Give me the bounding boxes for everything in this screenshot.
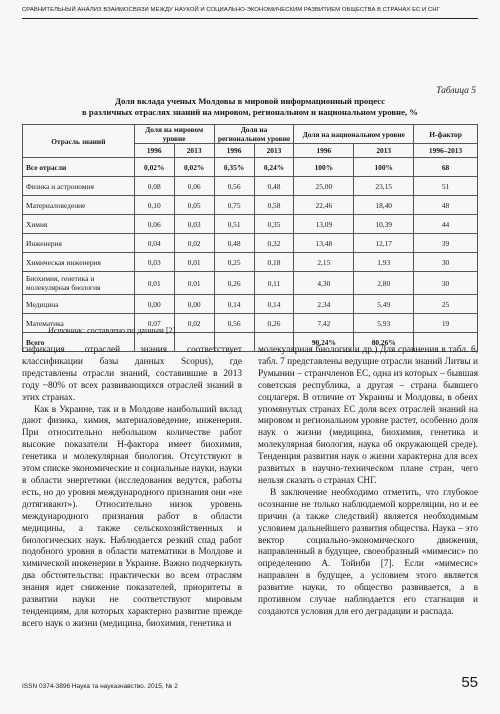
table-cell: 0,02% (174, 158, 214, 177)
total-label: Всего (23, 333, 135, 352)
table-cell: 51 (414, 177, 478, 196)
table-cell: 0,26 (254, 314, 294, 333)
table-row (23, 215, 478, 234)
row-label: Материаловедение (23, 196, 135, 215)
table-cell: 18,40 (354, 196, 414, 215)
table-cell: 2,15 (294, 253, 354, 272)
table-cell: 0,58 (254, 196, 294, 215)
table-cell: 100% (354, 158, 414, 177)
table-title (22, 96, 478, 117)
table-cell: 0,06 (174, 177, 214, 196)
header-region: Доля на региональном уровне (214, 125, 294, 144)
table-cell: 30 (414, 253, 478, 272)
row-label: Физика и астрономия (23, 177, 135, 196)
table-row (23, 272, 478, 295)
table-cell: 0,14 (214, 295, 254, 314)
table-row (23, 295, 478, 314)
table-cell: 0,01 (174, 272, 214, 295)
table-cell: 0,04 (134, 234, 174, 253)
table-cell: 0,00 (134, 295, 174, 314)
page-number: 55 (461, 674, 478, 691)
row-label: Химическая инженерия (23, 253, 135, 272)
table-cell: 0,08 (134, 177, 174, 196)
running-header: СРАВНИТЕЛЬНЫЙ АНАЛИЗ ВЗАИМОСВЯЗИ МЕЖДУ НАУКОЙ И СОЦИАЛЬНО-ЭКОНОМИЧЕСКИМ РАЗВИТИЕМ ОБЩЕСТВА В СТРАНАХ ЕС И СНГ (22, 7, 440, 13)
table-cell: 0,10 (134, 196, 174, 215)
row-label: Медицина (23, 295, 135, 314)
year-cell: 2013 (174, 144, 214, 158)
table-cell: 13,48 (294, 234, 354, 253)
table-cell: 7,42 (294, 314, 354, 333)
source-text: составлено по данным [2] (87, 326, 176, 335)
paragraph: сификация отраслей знания соответствует классификации базы данных Scopus), где представлены отрасли знаний, составившие в 2013 году ~80% от всех развивающихся отраслей знаний в этих странах. (22, 345, 242, 403)
header-world: Доля на мировом уровне (134, 125, 214, 144)
header-national: Доля на национальном уровне (294, 125, 414, 144)
table-title-line-2: в различных отраслях знаний на мировом, региональном и национальном уровне, % (82, 106, 418, 117)
header-rule (22, 18, 478, 19)
table-row (23, 158, 478, 177)
table-cell: 22,46 (294, 196, 354, 215)
table-cell: 0,35% (214, 158, 254, 177)
row-label: Математика (23, 314, 135, 333)
table-cell: 23,15 (354, 177, 414, 196)
table-row (23, 234, 478, 253)
year-cell: 1996 (294, 144, 354, 158)
table-source (48, 326, 175, 335)
table-cell: 0,35 (254, 215, 294, 234)
table-cell: 1,93 (354, 253, 414, 272)
table-cell: 0,18 (254, 253, 294, 272)
total-1996: 90,24% (294, 333, 354, 352)
source-label: Источник: (48, 326, 86, 335)
table-row (23, 253, 478, 272)
table-cell: 13,09 (294, 215, 354, 234)
table-cell: 0,07 (134, 314, 174, 333)
table-cell: 0,14 (254, 295, 294, 314)
table-cell: 0,02 (174, 234, 214, 253)
table-cell: 0,11 (254, 272, 294, 295)
table-cell: 5,49 (354, 295, 414, 314)
row-label: Инженерия (23, 234, 135, 253)
table-cell: 5,93 (354, 314, 414, 333)
table-cell: 0,48 (254, 177, 294, 196)
table-cell: 30 (414, 272, 478, 295)
year-cell: 1996–2013 (414, 144, 478, 158)
table-cell: 100% (294, 158, 354, 177)
header-field: Отрасль знаний (23, 125, 135, 158)
table-cell: 0,32 (254, 234, 294, 253)
table-cell: 0,06 (134, 215, 174, 234)
header-h-factor: H-фактор (414, 125, 478, 144)
table-cell: 0,02% (134, 158, 174, 177)
footer-issn: ISSN 0374-3896 Наука та науказнавство. 2015, № 2 (22, 683, 178, 690)
table-cell: 2,80 (354, 272, 414, 295)
table-cell: 68 (414, 158, 478, 177)
text-column-right (258, 345, 478, 619)
table-cell: 0,24% (254, 158, 294, 177)
table-cell: 0,02 (174, 314, 214, 333)
table-cell: 0,03 (134, 253, 174, 272)
year-cell: 1996 (134, 144, 174, 158)
table-cell: 0,56 (214, 314, 254, 333)
table-cell: 25,00 (294, 177, 354, 196)
table-cell: 0,51 (214, 215, 254, 234)
table-cell: 48 (414, 196, 478, 215)
row-label: Химия (23, 215, 135, 234)
table-cell: 19 (414, 314, 478, 333)
table-cell: 10,39 (354, 215, 414, 234)
row-label: Все отрасли (23, 158, 135, 177)
total-2013: 80,26% (354, 333, 414, 352)
table-title-line-1: Доля вклада ученых Молдовы в мировой информационный процесс (115, 96, 385, 106)
table-row (23, 177, 478, 196)
table-row (23, 196, 478, 215)
text-column-left (22, 345, 242, 631)
year-cell: 1996 (214, 144, 254, 158)
table-cell: 0,56 (214, 177, 254, 196)
data-table (22, 124, 478, 352)
table-cell: 0,00 (174, 295, 214, 314)
table-cell: 0,01 (174, 253, 214, 272)
table-cell: 0,03 (174, 215, 214, 234)
row-label: Биохимия, генетика и молекулярная биология (23, 272, 135, 295)
year-cell: 2013 (254, 144, 294, 158)
paragraph: молекулярная биология и др.) Для сравнения в табл. 6, табл. 7 представлены ведущие отрасли знаний Литвы и Румынии – странчленов ЕС, одна из которых – бывшая советская республика, а другая – страна бывшего соцлагеря. В отличие от Украины и Молдовы, в обеих упомянутых странах ЕС доля всех отраслей знаний на мировом и региональном уровне растет, особенно доля наук о жизни (медицина, биохимия, генетика и молекулярная биология, наука об окружающей среде). Тенденция развития наук о жизни характерна для всех развитых в научно-техническом плане стран, чего нельзя сказать о странах СНГ. (258, 345, 478, 486)
table-cell: 0,75 (214, 196, 254, 215)
paragraph: Как в Украине, так и в Молдове наибольший вклад дают физика, химия, материаловедение, инженерия. При относительно небольшом количестве работ высокие показатели H-фактора имеет биохимия, генетика и молекулярная биология. Отсутствуют в этом списке экономические и социальные науки, науки в области энергетики (исследования ведутся, работы есть, но до уровня международного признания они «не дотягивают»). Относительно низок уровень международного признания работ в области медицины, а также сельскохозяйственных и биологических наук. Наблюдается резкий спад работ подобного уровня в области математики в Молдове и химической инженерии в Украине. Важно подчеркнуть два обстоятельства: практически во всем отраслям знания идет снижение показателей, приоритеты в развитии науки не соответствуют мировым тенденциям, для которых характерно развитие прежде всего наук о жизни (медицина, биохимия, генетика и (22, 404, 242, 629)
table-cell: 25 (414, 295, 478, 314)
table-cell: 0,05 (174, 196, 214, 215)
table-cell: 0,26 (214, 272, 254, 295)
table-cell: 4,30 (294, 272, 354, 295)
table-cell: 0,25 (214, 253, 254, 272)
paragraph: В заключение необходимо отметить, что глубокое осознание не только наблюдаемой корреляции, но и ее причин (а также следствий) является необходимым условием дальнейшего развития общества. Наука – это вектор социально-экономического движения, направленный в будущее, своеобразный «мимесис» по определению А. Тойнби [7]. Если «мимесис» направлен в будущее, а условием этого является развитие науки, то общество развивается, а в противном случае наблюдается его стагнация и создаются условия для его деградации и распада. (258, 487, 478, 617)
table-cell: 0,48 (214, 234, 254, 253)
table-cell: 39 (414, 234, 478, 253)
table-cell: 12,17 (354, 234, 414, 253)
table-cell: 44 (414, 215, 478, 234)
table-label: Таблица 5 (436, 86, 476, 96)
year-cell: 2013 (354, 144, 414, 158)
table-cell: 0,01 (134, 272, 174, 295)
table-cell: 2,34 (294, 295, 354, 314)
